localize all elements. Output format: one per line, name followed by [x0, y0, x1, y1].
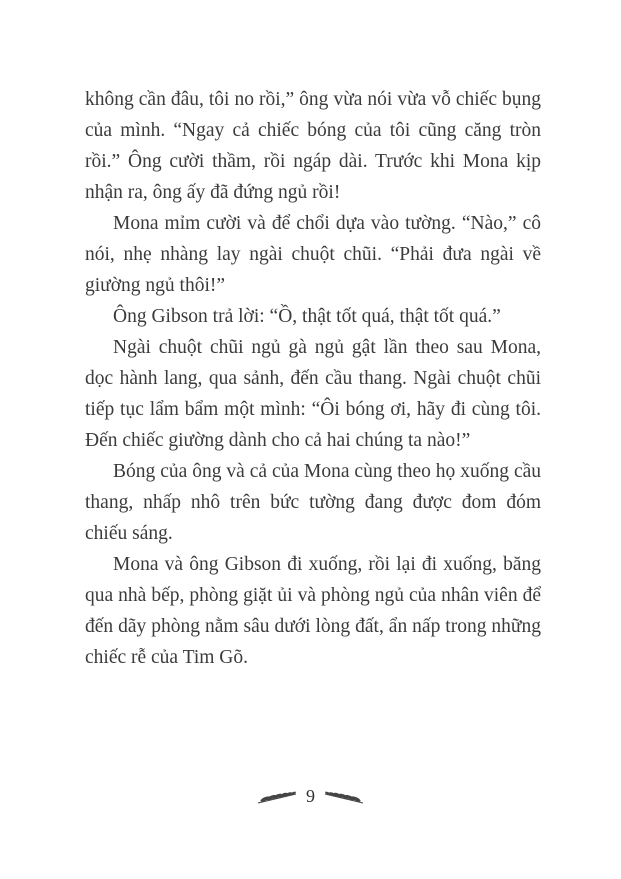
leaf-ornament-right-icon	[324, 788, 364, 806]
page-number: 9	[306, 786, 315, 806]
page-footer	[0, 786, 621, 807]
leaf-ornament-left-icon	[257, 788, 297, 806]
paragraph-continuation: không cần đâu, tôi no rồi,” ông vừa nói vừa vỗ chiếc bụng của mình. “Ngay cả chiếc bóng của tôi cũng căng tròn rồi.” Ông cười thầm, rồi ngáp dài. Trước khi Mona kịp nhận ra, ông ấy đã đứng ngủ rồi!	[85, 89, 541, 203]
body-text	[85, 84, 541, 673]
paragraph: Mona mỉm cười và để chổi dựa vào tường. “Nào,” cô nói, nhẹ nhàng lay ngài chuột chũi. “Phải đưa ngài về giường ngủ thôi!”	[85, 213, 541, 296]
paragraph: Ông Gibson trả lời: “Ồ, thật tốt quá, thật tốt quá.”	[113, 306, 501, 327]
paragraph: Bóng của ông và cả của Mona cùng theo họ xuống cầu thang, nhấp nhô trên bức tường đang được đom đóm chiếu sáng.	[85, 461, 541, 544]
paragraph: Mona và ông Gibson đi xuống, rồi lại đi xuống, băng qua nhà bếp, phòng giặt ủi và phòng ngủ của nhân viên để đến dãy phòng nằm sâu dưới lòng đất, ẩn nấp trong những chiếc rễ của Tim Gõ.	[85, 554, 541, 668]
paragraph: Ngài chuột chũi ngủ gà ngủ gật lần theo sau Mona, dọc hành lang, qua sảnh, đến cầu thang. Ngài chuột chũi tiếp tục lẩm bẩm một mình: “Ôi bóng ơi, hãy đi cùng tôi. Đến chiếc giường dành cho cả hai chúng ta nào!”	[85, 337, 541, 451]
